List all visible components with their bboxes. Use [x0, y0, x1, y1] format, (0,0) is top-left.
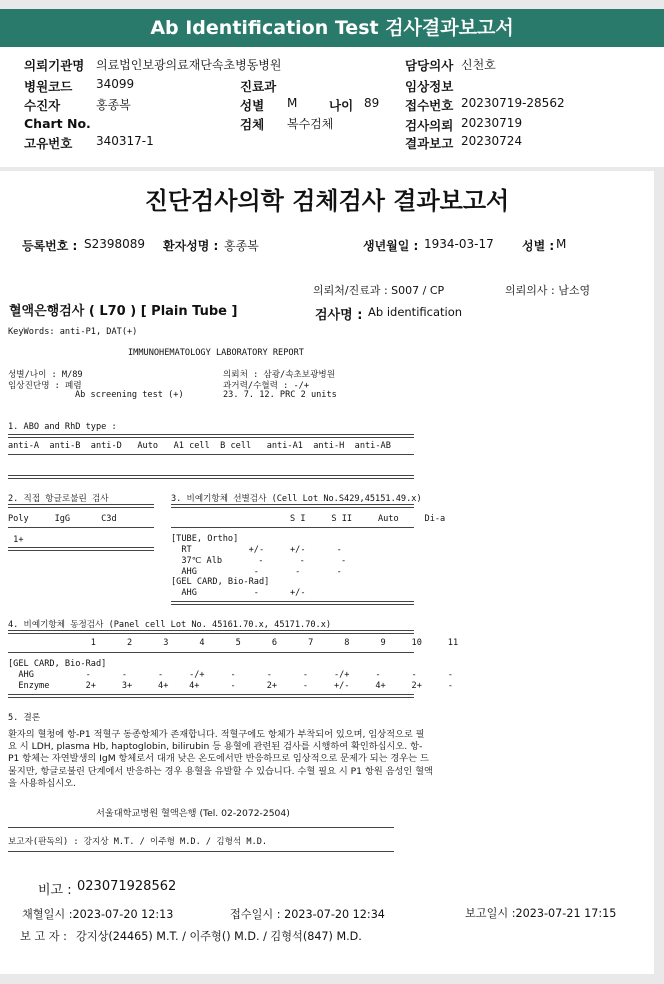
divider — [8, 547, 154, 551]
label-institution: 의뢰기관명 — [24, 58, 85, 73]
value-hospital-code: 34099 — [96, 77, 135, 91]
label-patient: 수진자 — [24, 98, 61, 113]
keywords: KeyWords: anti-P1, DAT(+) — [8, 327, 138, 337]
lab-report-document — [0, 171, 654, 974]
section-5-title: 5. 결론 — [8, 713, 41, 723]
label-reg-no: 등록번호 : — [22, 239, 78, 253]
value-unique-id: 340317-1 — [96, 134, 154, 148]
section-4-title: 4. 비예기항체 동정검사 (Panel cell Lot No. 45161.70.x, 45171.70.x) — [8, 620, 332, 630]
test-name: 혈액은행검사 ( L70 ) [ Plain Tube ] — [9, 304, 238, 319]
value-report-date: 20230724 — [461, 134, 523, 148]
value-report-sex: M — [556, 237, 567, 251]
label-clinical-info: 임상정보 — [405, 79, 454, 94]
collect-time: 채혈일시 :2023-07-20 12:13 — [22, 908, 174, 921]
label-test: 검사명 : — [315, 308, 363, 323]
clinical-diagnosis: 임상진단명 : 폐렴 — [8, 381, 82, 391]
prc-history: 23. 7. 12. PRC 2 units — [223, 390, 337, 400]
divider — [8, 851, 394, 852]
screen-row: [GEL CARD, Bio-Rad] — [171, 577, 270, 587]
section-2-title: 2. 직접 항글로불린 검사 — [8, 494, 109, 504]
label-note: 비고 : — [38, 883, 72, 898]
label-chart-no: Chart No. — [24, 116, 91, 131]
value-specimen: 복수검체 — [287, 117, 334, 131]
label-reporter: 보 고 자 : — [20, 930, 67, 943]
label-department: 진료과 — [240, 79, 277, 94]
sex-age: 성별/나이 : M/89 — [8, 370, 83, 380]
label-patient-name: 환자성명 : — [163, 239, 219, 253]
divider — [171, 504, 414, 508]
divider — [8, 527, 154, 528]
dat-header: Poly IgG C3d — [8, 514, 117, 524]
report-time: 보고일시 :2023-07-21 17:15 — [465, 907, 617, 920]
value-note: 023071928562 — [77, 879, 177, 894]
panel-row: AHG - - - -/+ - - - -/+ - - - — [8, 670, 453, 680]
label-sex: 성별 — [240, 98, 265, 113]
value-reg-no: S2398089 — [84, 237, 146, 251]
history: 과거력/수혈력 : -/+ — [223, 381, 310, 391]
divider — [8, 454, 414, 455]
report-header-band — [0, 9, 664, 47]
dat-value: 1+ — [8, 535, 24, 545]
dept-info: 의뢰처/진료과 : S007 / CP — [313, 284, 445, 297]
value-dob: 1934-03-17 — [424, 237, 494, 251]
divider — [8, 827, 394, 828]
lab-name: 서울대학교병원 혈액은행 (Tel. 02-2072-2504) — [96, 808, 290, 819]
label-specimen: 검체 — [240, 117, 265, 132]
screen-row: [TUBE, Ortho] — [171, 534, 239, 544]
screen-header: S I S II Auto Di-a — [171, 514, 446, 524]
value-reporter: 강지상(24465) M.T. / 이주형() M.D. / 김형석(847) M.D. — [76, 930, 362, 943]
reporter-mono: 보고자(판독의) : 강지상 M.T. / 이주형 M.D. / 김형석 M.D. — [8, 837, 268, 847]
screen-row: AHG - - - — [171, 567, 342, 577]
value-age: 89 — [364, 96, 380, 110]
label-dob: 생년월일 : — [363, 239, 419, 253]
label-request-date: 검사의뢰 — [405, 118, 454, 133]
receive-time: 접수일시 : 2023-07-20 12:34 — [230, 908, 385, 921]
lab-report-title: IMMUNOHEMATOLOGY LABORATORY REPORT — [128, 348, 304, 358]
value-patient-name: 홍종복 — [224, 239, 259, 253]
label-hospital-code: 병원코드 — [24, 79, 73, 94]
panel-row: [GEL CARD, Bio-Rad] — [8, 659, 107, 669]
label-report-sex: 성별 : — [522, 239, 555, 253]
header-title: Ab Identification Test 검사결과보고서 — [150, 17, 514, 39]
abo-header: anti-A anti-B anti-D Auto A1 cell B cell anti-A1 anti-H anti-AB — [8, 441, 391, 451]
value-physician: 신천호 — [461, 58, 496, 72]
doctor-info: 의뢰의사 : 남소영 — [505, 284, 591, 297]
screen-row: RT +/- +/- - — [171, 545, 342, 555]
value-institution: 의료법인보광의료재단속초병동병원 — [96, 58, 282, 72]
request-hospital: 의뢰처 : 삼광/속초보광병원 — [223, 370, 336, 380]
screen-row: AHG - +/- — [171, 588, 306, 598]
screen-row: 37℃ Alb - - - — [171, 556, 347, 566]
section-3-title: 3. 비예기항체 선별검사 (Cell Lot No.S429,45151.49.x) — [171, 494, 422, 504]
divider — [8, 434, 414, 438]
report-title: 진단검사의학 검체검사 결과보고서 — [144, 187, 510, 215]
value-patient: 홍종복 — [96, 98, 131, 112]
divider — [8, 630, 414, 634]
request-info-panel — [0, 47, 664, 167]
divider — [8, 475, 414, 479]
divider — [8, 652, 414, 653]
value-sex: M — [287, 96, 298, 110]
label-age: 나이 — [329, 98, 354, 113]
conclusion-text: 환자의 혈청에 항-P1 적혈구 동종항체가 존재합니다. 적혈구에도 항체가 부착되어 있으며, 임상적으로 필요 시 LDH, plasma Hb, haptoglobin, bilirubin 등 용혈에 관련된 검사를 시행하여 확인하십시오. 항-P1 항체는 자연발생의 IgM 항체로서 대개 낮은 온도에서만 반응하므로 임상적으로 문제가 되는 경우는 드물지만, 항글로불린 단계에서 반응하는 경우 용혈을 유발할 수 있습니다. 수혈 필요 시 P1 항원 음성인 혈액을 사용하십시오. — [8, 729, 433, 789]
divider — [8, 504, 154, 508]
panel-row: Enzyme 2+ 3+ 4+ 4+ - 2+ - +/- 4+ 2+ - — [8, 681, 453, 691]
label-physician: 담당의사 — [405, 58, 454, 73]
value-request-date: 20230719 — [461, 116, 523, 130]
divider — [171, 601, 414, 605]
panel-header: 1 2 3 4 5 6 7 8 9 10 11 — [8, 638, 459, 648]
screening-result: Ab screening test (+) — [75, 390, 184, 400]
section-1-title: 1. ABO and RhD type : — [8, 422, 117, 432]
label-unique-id: 고유번호 — [24, 136, 73, 151]
label-report-date: 결과보고 — [405, 136, 454, 151]
label-accession-no: 접수번호 — [405, 98, 454, 113]
value-accession-no: 20230719-28562 — [461, 96, 565, 110]
divider — [171, 527, 414, 528]
divider — [8, 694, 414, 698]
value-test: Ab identification — [368, 305, 463, 319]
